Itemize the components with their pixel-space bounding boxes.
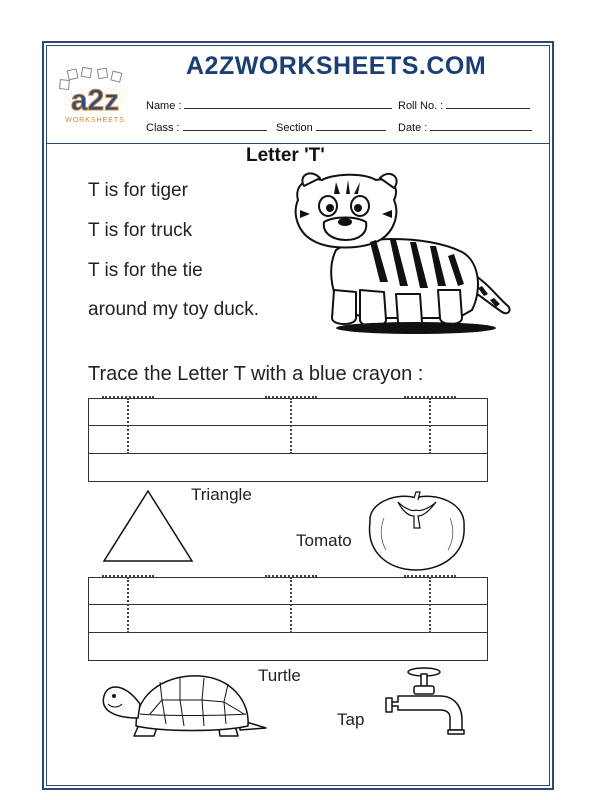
rhyme-line: T is for the tie [88,260,203,281]
tomato-label: Tomato [296,531,352,550]
trace-row-free[interactable] [88,633,488,661]
triangle-label: Triangle [191,485,252,504]
name-field[interactable] [146,98,392,112]
turtle-label: Turtle [258,666,301,685]
date-label: Date : [398,122,428,134]
tap-label: Tap [337,710,365,729]
rhyme-line: around my toy duck. [88,299,260,320]
dotted-t-stem [127,577,129,633]
tomato-picture [358,488,472,574]
logo-text: a2z [70,84,120,117]
triangle-picture [100,487,196,565]
date-line[interactable] [430,120,532,131]
site-title: A2ZWORKSHEETS.COM [186,52,487,80]
name-line[interactable] [184,98,392,109]
tiger-picture [276,170,516,338]
section-label: Section [276,122,313,134]
trace-row-top[interactable] [88,398,488,426]
trace-row-middle[interactable] [88,426,488,454]
dotted-t-stem [290,577,292,633]
date-field[interactable] [398,120,532,134]
turtle-picture [100,670,270,740]
section-field[interactable] [276,120,386,134]
dotted-t-stem [429,398,431,454]
trace-row-middle[interactable] [88,605,488,633]
a2z-logo [54,66,136,126]
dotted-t-stem [127,398,129,454]
class-line[interactable] [183,120,267,131]
roll-field[interactable] [398,98,530,112]
trace-row-top[interactable] [88,577,488,605]
name-label: Name : [146,100,182,112]
tap-picture [384,666,468,740]
rhyme-line: T is for tiger [88,180,188,201]
instruction-text: Trace the Letter T with a blue crayon : [88,363,424,385]
class-label: Class : [146,122,180,134]
dotted-t-stem [290,398,292,454]
trace-row-free[interactable] [88,454,488,482]
header-divider [46,143,550,144]
roll-line[interactable] [446,98,530,109]
roll-label: Roll No. : [398,100,444,112]
logo-subtext: WORKSHEETS [65,117,125,124]
worksheet-title: Letter 'T' [246,145,325,166]
rhyme-line: T is for truck [88,220,193,241]
dotted-t-stem [429,577,431,633]
section-line[interactable] [316,120,386,131]
class-field[interactable] [146,120,267,134]
